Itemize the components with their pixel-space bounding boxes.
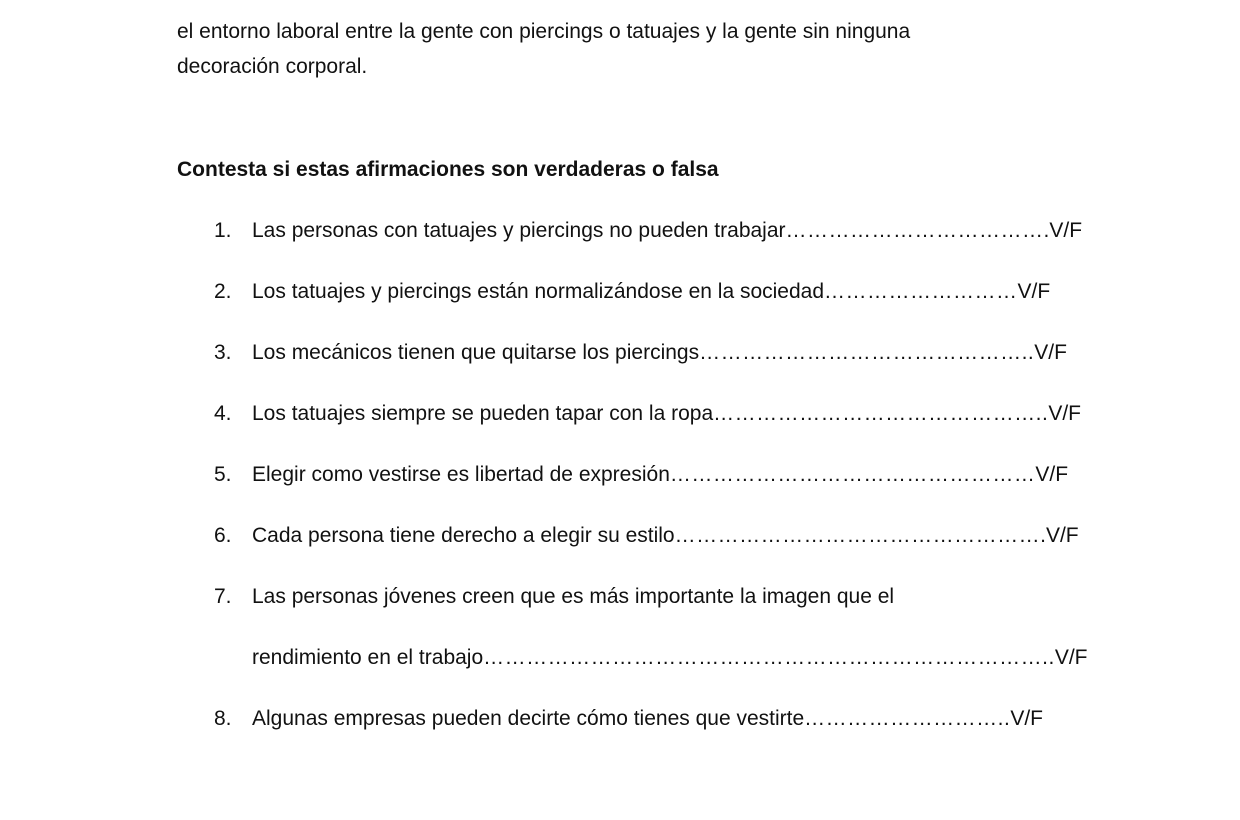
question-text: Elegir como vestirse es libertad de expresión	[252, 463, 670, 486]
question-text: Los mecánicos tienen que quitarse los piercings	[252, 341, 700, 364]
dot-leader: ………………………………………..	[699, 341, 1035, 364]
section-heading: Contesta si estas afirmaciones son verdaderas o falsa	[177, 158, 719, 181]
question-number: 6.	[214, 524, 232, 547]
question-text-line	[252, 215, 1082, 247]
answer-choice: V/F	[1048, 402, 1081, 425]
question-text: Las personas jóvenes creen que es más importante la imagen que el	[252, 585, 895, 608]
question-text-line	[252, 398, 1081, 430]
answer-choice: V/F	[1034, 341, 1067, 364]
question-number: 3.	[214, 341, 232, 364]
question-number: 2.	[214, 280, 232, 303]
answer-choice: V/F	[1054, 646, 1088, 669]
question-text-line	[252, 337, 1067, 369]
question-number: 7.	[214, 585, 232, 608]
intro-paragraph	[177, 14, 1077, 84]
answer-choice: V/F	[1017, 280, 1051, 303]
dot-leader: ……………………………………………	[674, 524, 1041, 547]
question-text: rendimiento en el trabajo	[252, 646, 484, 669]
question-text-line	[252, 703, 1043, 735]
question-text-line	[252, 581, 894, 613]
question-number: 1.	[214, 219, 232, 242]
intro-line: el entorno laboral entre la gente con piercings o tatuajes y la gente sin ninguna	[177, 20, 911, 43]
question-text-line	[252, 642, 1088, 674]
answer-choice: V/F	[1010, 707, 1043, 730]
question-text: Los tatuajes siempre se pueden tapar con la ropa	[252, 402, 714, 425]
answer-choice: V/F	[1035, 463, 1069, 486]
dot-leader: ………………………………………..	[713, 402, 1049, 425]
dot-leader: ………………………………	[785, 219, 1044, 242]
answer-choice: .V/F	[1040, 524, 1079, 547]
question-text-line	[252, 459, 1068, 491]
dot-leader: ……………………………………………	[669, 463, 1036, 486]
dot-leader: ………………………..	[804, 707, 1011, 730]
question-text: Las personas con tatuajes y piercings no pueden trabajar	[252, 219, 786, 242]
question-number: 4.	[214, 402, 232, 425]
question-text: Cada persona tiene derecho a elegir su estilo	[252, 524, 675, 547]
question-text-line	[252, 276, 1050, 308]
dot-leader: ……………………………………………………………………..	[483, 646, 1055, 669]
answer-choice: .V/F	[1043, 219, 1083, 242]
dot-leader: ………………………	[824, 280, 1018, 303]
intro-line: decoración corporal.	[177, 55, 368, 78]
question-text: Algunas empresas pueden decirte cómo tienes que vestirte	[252, 707, 805, 730]
question-number: 5.	[214, 463, 232, 486]
question-text-line	[252, 520, 1079, 552]
question-text: Los tatuajes y piercings están normalizándose en la sociedad	[252, 280, 825, 303]
question-number: 8.	[214, 707, 232, 730]
